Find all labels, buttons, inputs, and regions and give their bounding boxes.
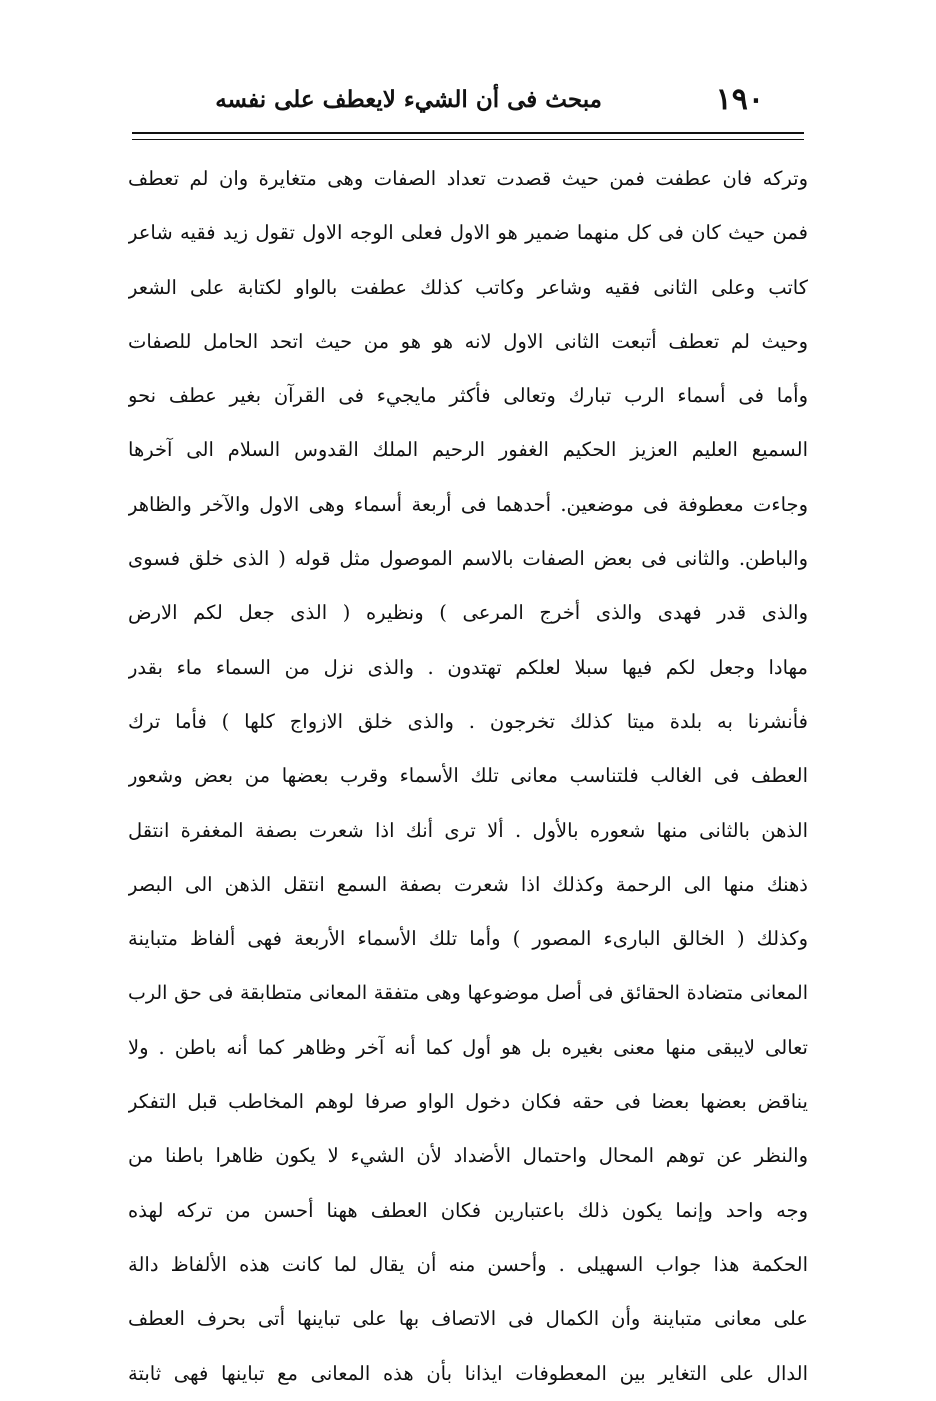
text-line: فأنشرنا به بلدة ميتا كذلك تخرجون . والذى خلق الازواج كلها ) فأما ترك — [128, 709, 808, 733]
text-line: فمن حيث كان فى كل منهما ضمير هو الاول فعلى الوجه الاول تقول زيد فقيه شاعر — [128, 221, 808, 245]
text-line: الدال على التغاير بين المعطوفات ايذانا بأن هذه المعانى مع تباينها فهى ثابتة — [128, 1361, 808, 1385]
text-line: الحكمة هذا جواب السهيلى . وأحسن منه أن يقال لما كانت هذه الألفاظ دالة — [128, 1252, 808, 1276]
text-line: وتركه فان عطفت فمن حيث قصدت تعداد الصفات وهى متغايرة وان لم تعطف — [128, 167, 808, 190]
text-line: العطف فى الغالب فلتناسب معانى تلك الأسماء وقرب بعضها من بعض وشعور — [128, 764, 808, 788]
header-rule-thin — [132, 139, 804, 140]
text-line: الذهن بالثانى منها شعوره بالأول . ألا ترى أنك اذا شعرت بصفة المغفرة انتقل — [128, 818, 808, 842]
running-title: مبحث فى أن الشيء لايعطف على نفسه — [215, 86, 602, 113]
body-text — [128, 152, 808, 1401]
text-line: والنظر عن توهم المحال واحتمال الأضداد لأن الشيء لا يكون ظاهرا باطنا من — [128, 1144, 808, 1168]
text-line: ذهنك منها الى الرحمة وكذلك اذا شعرت بصفة السمع انتقل الذهن الى البصر — [128, 872, 808, 896]
text-line: السميع العليم العزيز الحكيم الغفور الرحيم الملك القدوس السلام الى آخرها — [128, 438, 808, 462]
text-line: يناقض بعضها بعضا فى حقه فكان دخول الواو صرفا لوهم المخاطب قبل التفكر — [128, 1090, 808, 1114]
text-line: كاتب وعلى الثانى فقيه وشاعر وكاتب كذلك عطفت بالواو لكتابة على الشعر — [128, 275, 808, 299]
text-line: والذى قدر فهدى والذى أخرج المرعى ) ونظيره ( الذى جعل لكم الارض — [128, 601, 808, 625]
text-line: على معانى متباينة وأن الكمال فى الاتصاف بها على تباينها أتى بحرف العطف — [128, 1307, 808, 1331]
text-line: وجاءت معطوفة فى موضعين. أحدهما فى أربعة أسماء وهى الاول والآخر والظاهر — [128, 492, 808, 516]
header-rule-thick — [132, 132, 804, 134]
text-line: مهادا وجعل لكم فيها سبلا لعلكم تهتدون . والذى نزل من السماء ماء بقدر — [128, 655, 808, 679]
text-line: وحيث لم تعطف أتبعت الثانى الاول لانه هو هو من حيث اتحد الحامل للصفات — [128, 329, 808, 353]
text-line: والباطن. والثانى فى بعض الصفات بالاسم الموصول مثل قوله ( الذى خلق فسوى — [128, 547, 808, 571]
page-number: ١٩٠ — [715, 82, 764, 117]
text-line: المعانى متضادة الحقائق فى أصل موضوعها وهى متفقة المعانى متطابقة فى حق الرب — [128, 982, 808, 1005]
text-line: وأما فى أسماء الرب تبارك وتعالى فأكثر مايجيء فى القرآن بغير عطف نحو — [128, 384, 808, 408]
text-line: وجه واحد وإنما يكون ذلك باعتبارين فكان العطف ههنا أحسن من تركه لهذه — [128, 1198, 808, 1222]
text-line: وكذلك ( الخالق البارىء المصور ) وأما تلك الأسماء الأربعة فهى ألفاظ متباينة — [128, 927, 808, 951]
page-header — [132, 80, 804, 126]
text-line: تعالى لايبقى منها معنى بغيره بل هو أول كما أنه آخر وظاهر كما أنه باطن . ولا — [128, 1035, 808, 1059]
